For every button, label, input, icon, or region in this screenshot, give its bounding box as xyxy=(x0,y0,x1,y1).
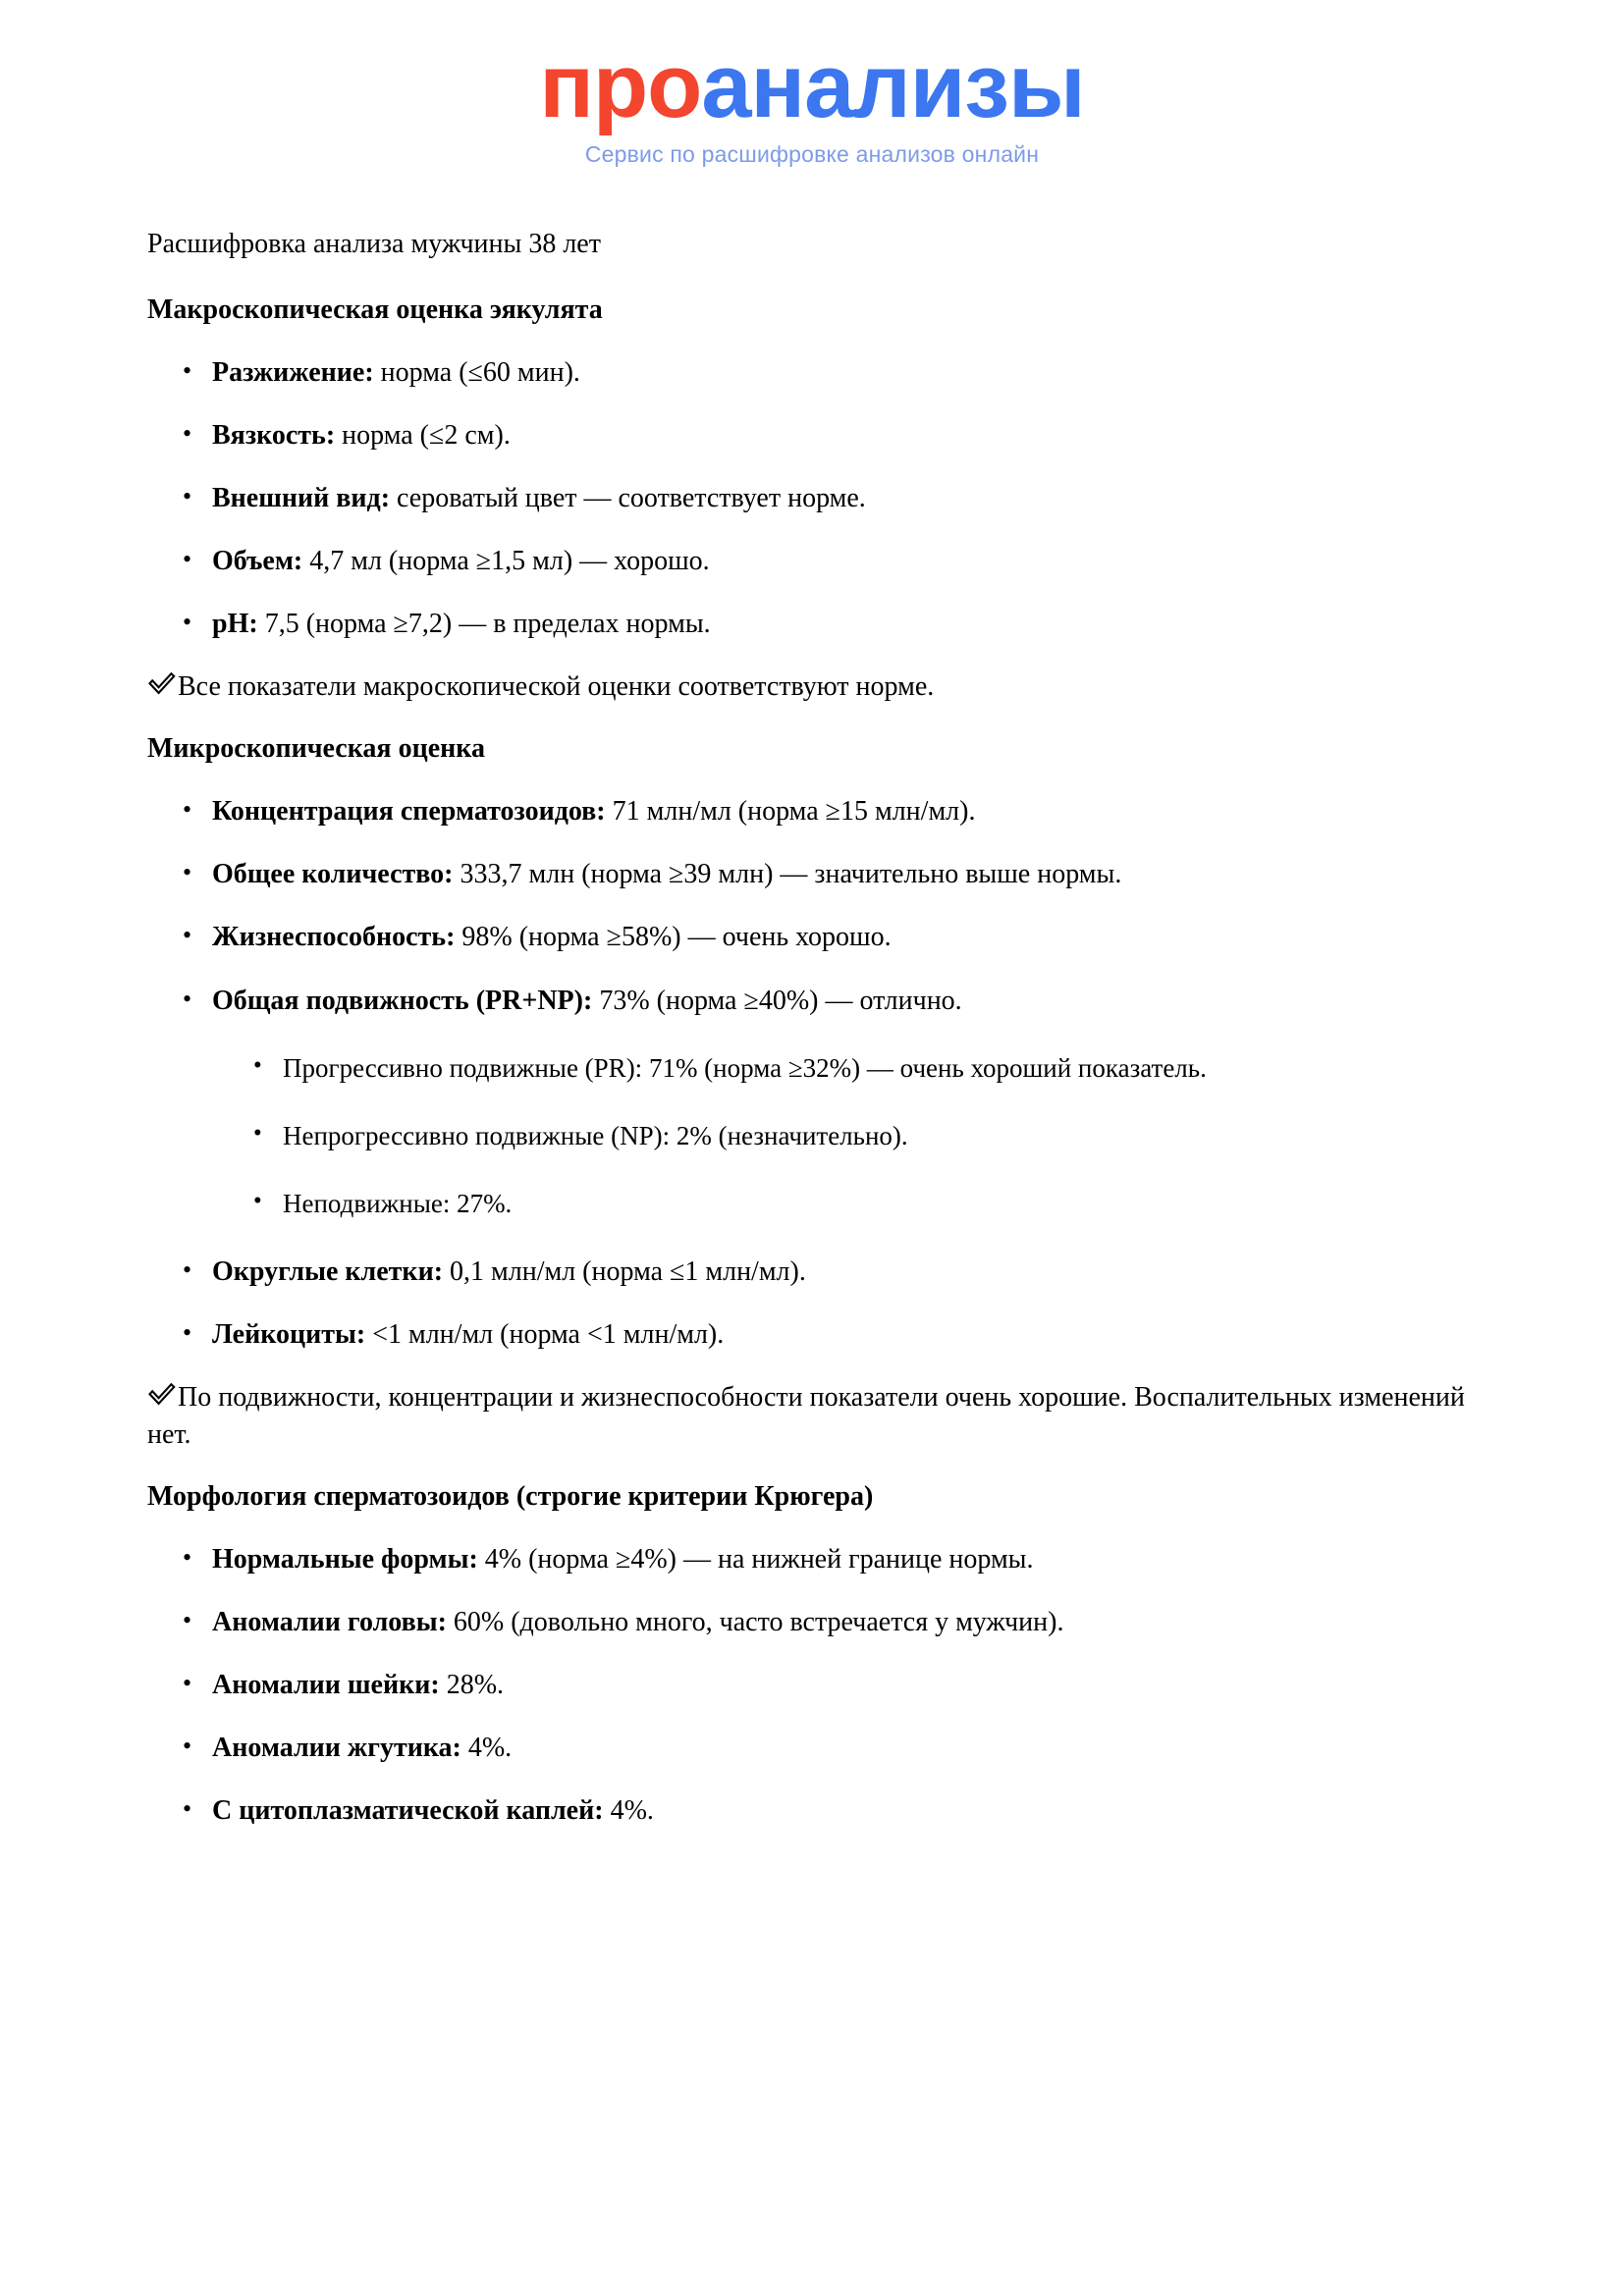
list-item-label: С цитоплазматической каплей: xyxy=(212,1795,604,1827)
list-morphology xyxy=(147,1541,1477,1830)
section-title-microscopic: Микроскопическая оценка xyxy=(147,733,485,765)
list-item xyxy=(147,480,1477,517)
brand-logo-part-two: анализы xyxy=(701,36,1085,136)
list-item-label: Аномалии головы: xyxy=(212,1607,447,1638)
list-item-label: Разжижение: xyxy=(212,356,374,388)
list-item-label: Концентрация сперматозоидов: xyxy=(212,796,606,828)
list-item: • Прогрессивно подвижные (PR): 71% (норма ≥32%) — очень хороший показатель. xyxy=(147,1049,1477,1088)
list-item xyxy=(147,856,1477,893)
list-item-value: 73% (норма ≥40%) — отлично. xyxy=(592,985,962,1016)
list-item-label: Аномалии жгутика: xyxy=(212,1733,461,1764)
list-microscopic xyxy=(147,793,1477,1019)
list-item-value: 0,1 млн/мл (норма ≤1 млн/мл). xyxy=(443,1255,806,1287)
list-item xyxy=(147,1792,1477,1830)
list-item-value: 333,7 млн (норма ≥39 млн) — значительно выше нормы. xyxy=(453,859,1122,890)
list-item-value: норма (≤2 см). xyxy=(335,419,511,451)
list-item-value: норма (≤60 мин). xyxy=(373,356,580,388)
list-item xyxy=(147,543,1477,580)
list-item-label: Лейкоциты: xyxy=(212,1318,366,1350)
list-item xyxy=(147,1316,1477,1354)
list-item-value: 4% (норма ≥4%) — на нижней границе нормы. xyxy=(477,1544,1034,1575)
list-item xyxy=(147,1604,1477,1641)
summary-microscopic xyxy=(147,1379,1477,1454)
list-item-value: 98% (норма ≥58%) — очень хорошо. xyxy=(455,922,892,953)
list-item-value: 60% (довольно много, часто встречается у мужчин). xyxy=(446,1607,1064,1638)
list-item-label: Внешний вид: xyxy=(212,483,391,514)
list-item-label: Вязкость: xyxy=(212,419,336,451)
list-item-label: Объем: xyxy=(212,546,303,577)
list-item-value: <1 млн/мл (норма <1 млн/мл). xyxy=(365,1318,725,1350)
check-mark-icon xyxy=(147,670,177,698)
list-item-value: 7,5 (норма ≥7,2) — в пределах нормы. xyxy=(257,609,711,640)
list-macroscopic xyxy=(147,354,1477,643)
check-mark-icon xyxy=(147,1381,177,1409)
list-item: • Непрогрессивно подвижные (NP): 2% (незначительно). xyxy=(147,1117,1477,1155)
document-body xyxy=(0,168,1624,1831)
list-item xyxy=(147,417,1477,454)
list-item-value: сероватый цвет — соответствует норме. xyxy=(390,483,866,514)
list-item xyxy=(147,983,1477,1020)
list-item-label: Жизнеспособность: xyxy=(212,922,456,953)
list-item xyxy=(147,1730,1477,1767)
list-item xyxy=(147,606,1477,643)
list-microscopic-continued xyxy=(147,1254,1477,1354)
list-item-value: 4%. xyxy=(460,1733,513,1764)
summary-text: Все показатели макроскопической оценки соответствуют норме. xyxy=(178,671,935,703)
list-item-value: 4,7 мл (норма ≥1,5 мл) — хорошо. xyxy=(302,546,710,577)
list-item xyxy=(147,1541,1477,1578)
brand-tagline: Сервис по расшифровке анализов онлайн xyxy=(584,141,1040,167)
list-item-label: pH: xyxy=(212,609,258,640)
list-item-label: Общая подвижность (PR+NP): xyxy=(212,985,593,1016)
list-item-label: Общее количество: xyxy=(212,859,454,890)
list-motility-breakdown xyxy=(147,1049,1477,1224)
document-intro: Расшифровка анализа мужчины 38 лет xyxy=(147,229,601,259)
list-item xyxy=(147,354,1477,392)
section-title-macroscopic: Макроскопическая оценка эякулята xyxy=(147,294,603,325)
list-item: • Неподвижные: 27%. xyxy=(147,1185,1477,1223)
site-header xyxy=(0,0,1624,168)
list-item xyxy=(147,793,1477,830)
list-item xyxy=(147,1254,1477,1291)
brand-logo-part-one: про xyxy=(539,36,702,136)
list-item-label: Аномалии шейки: xyxy=(212,1670,440,1701)
list-item-value: 28%. xyxy=(439,1670,505,1701)
list-item-value: 4%. xyxy=(603,1795,654,1827)
summary-text: По подвижности, концентрации и жизнеспособности показатели очень хорошие. Воспалительных изменений нет. xyxy=(147,1382,1465,1451)
list-item-label: Округлые клетки: xyxy=(212,1255,444,1287)
list-item-label: Нормальные формы: xyxy=(212,1544,478,1575)
brand-logo xyxy=(0,36,1624,136)
list-item-value: 71 млн/мл (норма ≥15 млн/мл). xyxy=(605,796,976,828)
list-item xyxy=(147,1667,1477,1704)
section-title-morphology: Морфология сперматозоидов (строгие критерии Крюгера) xyxy=(147,1481,874,1513)
summary-macroscopic xyxy=(147,668,1477,706)
list-item xyxy=(147,919,1477,956)
